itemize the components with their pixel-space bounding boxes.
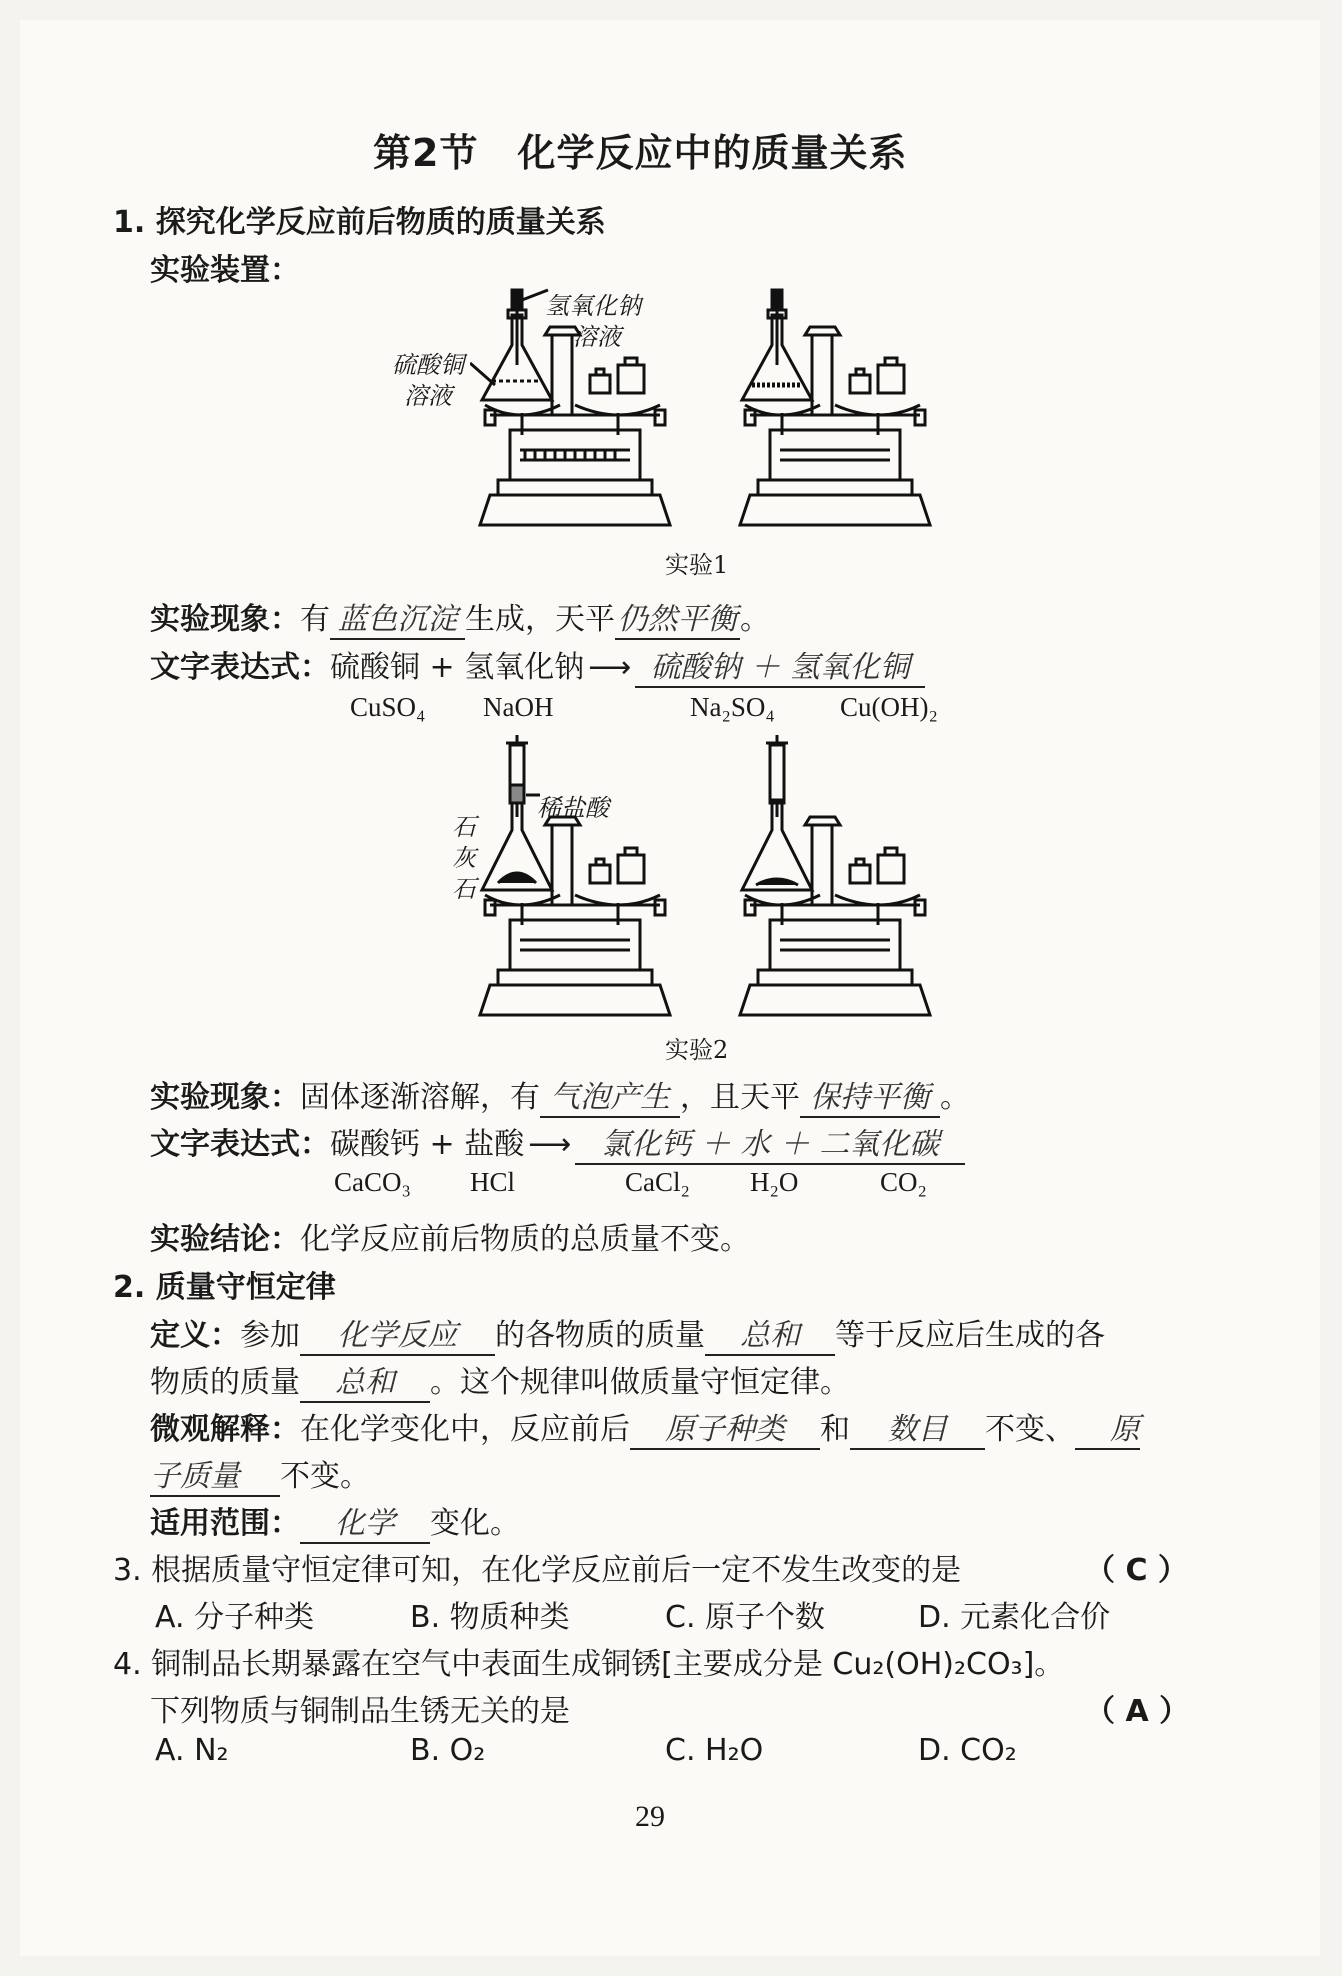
conclusion: 实验结论：化学反应前后物质的总质量不变。 (150, 1222, 750, 1257)
q4-answer: （ A ） (1085, 1694, 1190, 1729)
definition-line1: 定义：参加 化学反应 的各物质的质量 总和 等于反应后生成的各 (150, 1310, 1105, 1356)
answer-blank: 保持平衡 (800, 1072, 940, 1118)
page-title: 第2节 化学反应中的质量关系 (373, 131, 908, 175)
answer-blank: 气泡产生 (540, 1072, 680, 1118)
answer-blank: 硫酸钠 ＋ 氢氧化铜 (635, 642, 925, 688)
exp2-caption: 实验2 (665, 1036, 729, 1064)
formula-cacl2: CaCl₂ (625, 1167, 690, 1197)
formula-cuso4: CuSO₄ (350, 692, 426, 722)
experiment-2-figure (470, 735, 950, 1020)
q1-heading: 1. 探究化学反应前后物质的质量关系 (113, 205, 606, 240)
formula-h2o: H₂O (750, 1167, 799, 1197)
q3-stem: 3. 根据质量守恒定律可知，在化学反应前后一定不发生改变的是 (113, 1553, 962, 1588)
q4-stem-line2: 下列物质与铜制品生锈无关的是 (150, 1694, 570, 1729)
q4-option-c: C. H₂O (665, 1733, 764, 1768)
answer-blank: 化学 (300, 1498, 430, 1544)
exp1-caption: 实验1 (665, 551, 729, 579)
q4-option-b: B. O₂ (410, 1733, 486, 1768)
q4-stem-line1: 4. 铜制品长期暴露在空气中表面生成铜锈[主要成分是 Cu₂(OH)₂CO₃]。 (113, 1647, 1065, 1682)
answer-blank: 原子种类 (630, 1404, 820, 1450)
page-number: 29 (635, 1800, 665, 1833)
exp1-equation: 文字表达式：硫酸铜 + 氢氧化钠 ⟶ 硫酸钠 ＋ 氢氧化铜 (150, 642, 925, 688)
experiment-1-figure (470, 285, 950, 535)
label-limestone: 石 灰 石 (452, 813, 476, 903)
scope-line: 适用范围： 化学 变化。 (150, 1498, 520, 1544)
formula-naoh: NaOH (483, 692, 554, 722)
exp2-equation: 文字表达式：碳酸钙 + 盐酸 ⟶ 氯化钙 ＋ 水 ＋ 二氧化碳 (150, 1119, 965, 1165)
answer-blank: 子质量 (150, 1451, 280, 1497)
answer-blank: 总和 (705, 1310, 835, 1356)
label-naoh: 氢氧化钠 溶液 (545, 292, 641, 351)
label-hcl: 稀盐酸 (537, 794, 609, 822)
micro-line2: 子质量 不变。 (150, 1451, 370, 1497)
answer-blank: 氯化钙 ＋ 水 ＋ 二氧化碳 (575, 1119, 965, 1165)
answer-blank: 原 (1075, 1404, 1140, 1450)
formula-caco3: CaCO₃ (334, 1167, 411, 1197)
label-cuso4: 硫酸铜 溶液 (392, 351, 464, 410)
q3-option-b: B. 物质种类 (410, 1600, 570, 1635)
apparatus-label: 实验装置： (150, 253, 300, 288)
q4-option-a: A. N₂ (155, 1733, 229, 1768)
formula-co2: CO₂ (880, 1167, 927, 1197)
definition-line2: 物质的质量 总和 。这个规律叫做质量守恒定律。 (150, 1357, 850, 1403)
q4-option-d: D. CO₂ (918, 1733, 1017, 1768)
micro-line1: 微观解释：在化学变化中，反应前后 原子种类 和 数目 不变、 原 (150, 1404, 1140, 1450)
answer-blank: 仍然平衡 (615, 594, 740, 640)
answer-blank: 蓝色沉淀 (330, 594, 465, 640)
q3-answer: （ C ） (1085, 1553, 1188, 1588)
answer-blank: 总和 (300, 1357, 430, 1403)
formula-na2so4: Na₂SO₄ (690, 692, 775, 722)
exp1-phenomenon: 实验现象：有 蓝色沉淀 生成，天平仍然平衡。 (150, 594, 770, 640)
answer-blank: 化学反应 (300, 1310, 495, 1356)
formula-cuoh2: Cu(OH)₂ (840, 692, 938, 722)
formula-hcl: HCl (470, 1167, 516, 1197)
q3-option-d: D. 元素化合价 (918, 1600, 1111, 1635)
q2-heading: 2. 质量守恒定律 (113, 1270, 336, 1305)
q3-option-c: C. 原子个数 (665, 1600, 826, 1635)
exp2-phenomenon: 实验现象：固体逐渐溶解，有 气泡产生 ，且天平 保持平衡 。 (150, 1072, 970, 1118)
answer-blank: 数目 (850, 1404, 985, 1450)
q3-option-a: A. 分子种类 (155, 1600, 315, 1635)
